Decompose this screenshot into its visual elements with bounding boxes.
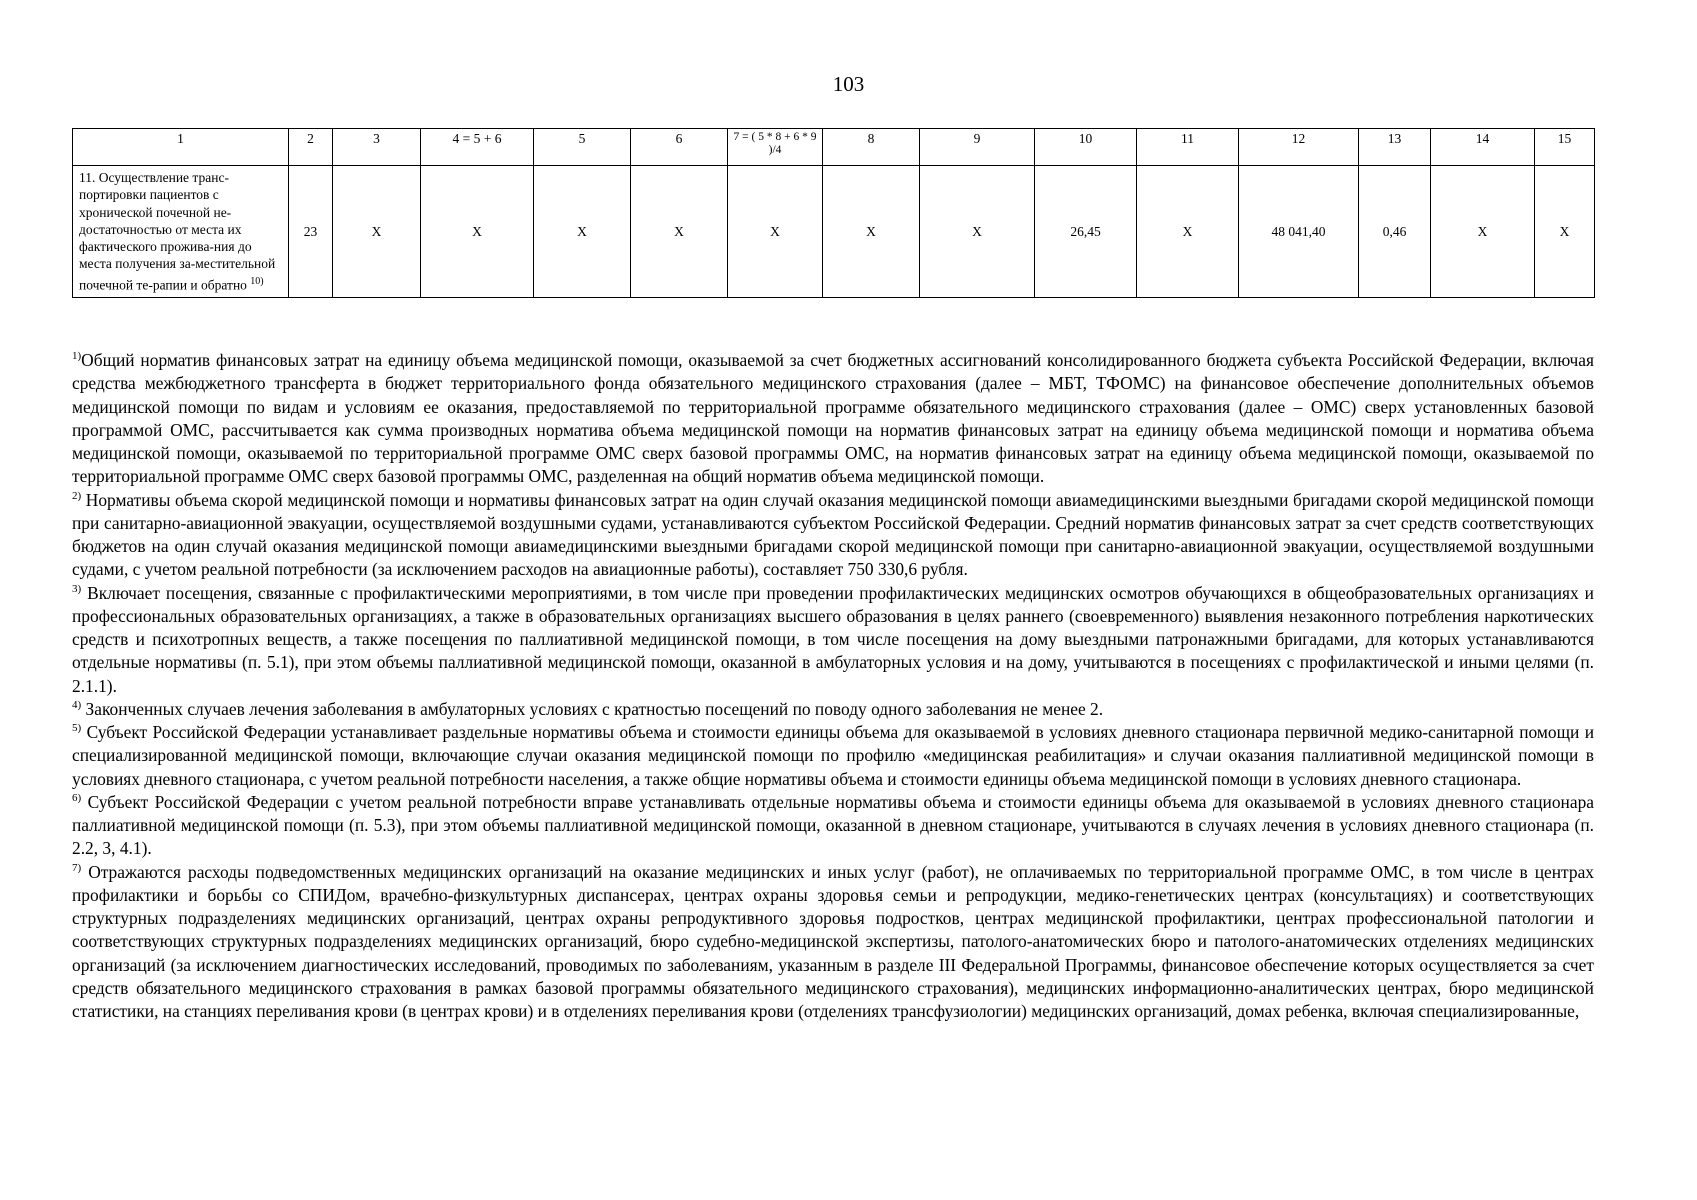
- table-cell: 26,45: [1035, 166, 1137, 298]
- header-cell: 5: [534, 129, 631, 166]
- table-cell: 0,46: [1359, 166, 1431, 298]
- footnote: [72, 489, 1594, 582]
- row-label-cell: [73, 166, 289, 298]
- footnote-mark: 2): [72, 489, 82, 502]
- header-cell: 12: [1239, 129, 1359, 166]
- header-cell: 4 = 5 + 6: [421, 129, 534, 166]
- table-cell: Х: [631, 166, 728, 298]
- footnote-mark: 1): [72, 350, 82, 363]
- footnotes: [72, 349, 1594, 1023]
- footnote-text: Субъект Российской Федерации устанавливает раздельные нормативы объема и стоимости единицы объема для оказываемой в условиях дневного стационара первичной медико-санитарной помощи и специализированной медицинской помощи, включающие случаи оказания медицинской помощи по профилю «медицинская реабилитация» и случаи оказания паллиативной медицинской помощи в условиях дневного стационара, с учетом реальной потребности населения, а также общие нормативы объема и стоимости единицы объема медицинской помощи в условиях дневного стационара.: [72, 722, 1594, 789]
- header-cell: 15: [1535, 129, 1595, 166]
- footnote: [72, 349, 1594, 489]
- header-cell: 7 = ( 5 * 8 + 6 * 9 )/4: [728, 129, 823, 166]
- header-cell: 1: [73, 129, 289, 166]
- footnote-text: Отражаются расходы подведомственных медицинских организаций на оказание медицинских и иных услуг (работ), не оплачиваемых по территориальной программе ОМС, в том числе в центрах профилактики и борьбы со СПИДом, врачебно-физкультурных диспансерах, центрах охраны здоровья семьи и репродукции, медико-генетических центрах (консультациях) и соответствующих структурных подразделениях медицинских организаций, центрах охраны репродуктивного здоровья подростков, центрах медицинской профилактики, центрах профессиональной патологии и соответствующих структурных подразделениях медицинских организаций, бюро судебно-медицинской экспертизы, патолого-анатомических бюро и патолого-анатомических отделениях медицинских организаций (за исключением диагностических исследований, проводимых по заболеваниям, указанным в разделе III Федеральной Программы, финансовое обеспечение которых осуществляется за счет средств обязательного медицинского страхования в рамках базовой программы обязательного медицинского страхования), медицинских информационно-аналитических центрах, бюро медицинской статистики, на станциях переливания крови (в центрах крови) и в отделениях переливания крови (отделениях трансфузиологии) медицинских организаций, домах ребенка, включая специализированные,: [72, 861, 1594, 1021]
- header-cell: 3: [333, 129, 421, 166]
- footnote-mark: 7): [72, 861, 82, 874]
- footnote-mark: 4): [72, 698, 82, 711]
- norms-table: [72, 128, 1595, 298]
- header-cell: 11: [1137, 129, 1239, 166]
- table-cell: Х: [920, 166, 1035, 298]
- header-cell: 6: [631, 129, 728, 166]
- table-cell: Х: [728, 166, 823, 298]
- header-cell: 10: [1035, 129, 1137, 166]
- footnote-text: Субъект Российской Федерации с учетом реальной потребности вправе устанавливать отдельные нормативы объема и стоимости единицы объема для оказываемой в условиях дневного стационара паллиативной медицинской помощи (п. 5.3), при этом объемы паллиативной медицинской помощи, оказанной в дневном стационаре, учитываются в случаях лечения в условиях дневного стационара (п. 2.2, 3, 4.1).: [72, 791, 1594, 859]
- footnote: [72, 698, 1594, 721]
- table-cell: Х: [823, 166, 920, 298]
- table-cell: Х: [1137, 166, 1239, 298]
- footnote: [72, 582, 1594, 698]
- table-cell: 23: [289, 166, 333, 298]
- table-cell: Х: [421, 166, 534, 298]
- footnote-mark: 6): [72, 791, 82, 804]
- table-cell: Х: [1431, 166, 1535, 298]
- header-cell: 9: [920, 129, 1035, 166]
- table-cell: Х: [1535, 166, 1595, 298]
- table-cell: Х: [534, 166, 631, 298]
- header-cell: 8: [823, 129, 920, 166]
- footnote: [72, 721, 1594, 791]
- footnote-text: Включает посещения, связанные с профилактическими мероприятиями, в том числе при проведении профилактических медицинских осмотров обучающихся в общеобразовательных организациях и профессиональных образовательных организациях, а также в образовательных организациях высшего образования в целях раннего (своевременного) выявления незаконного потребления наркотических средств и психотропных веществ, а также посещения по паллиативной медицинской помощи, в том числе посещения на дому выездными патронажными бригадами, для которых устанавливаются отдельные нормативы (п. 5.1), при этом объемы паллиативной медицинской помощи, оказанной в амбулаторных условия и на дому, учитываются в посещениях с профилактической и иными целями (п. 2.1.1).: [72, 582, 1594, 696]
- table-row: [73, 166, 1595, 298]
- row-label: 11. Осуществление транс-портировки пациентов с хронической почечной не-достаточностью от места их фактического прожива-ния до места получения за-местительной почечной те-рапии и обратно: [79, 170, 276, 293]
- footnote: [72, 861, 1594, 1024]
- table-header-row: [73, 129, 1595, 166]
- table-cell: 48 041,40: [1239, 166, 1359, 298]
- table-cell: Х: [333, 166, 421, 298]
- footnote-mark: 5): [72, 722, 82, 735]
- header-cell: 13: [1359, 129, 1431, 166]
- header-cell: 14: [1431, 129, 1535, 166]
- row-label-note: 10): [250, 275, 264, 287]
- page-number: 103: [832, 72, 865, 96]
- footnote-mark: 3): [72, 582, 82, 595]
- footnote-text: Законченных случаев лечения заболевания в амбулаторных условиях с кратностью посещений по поводу одного заболевания не менее 2.: [85, 698, 1104, 719]
- footnote: [72, 791, 1594, 861]
- footnote-text: Общий норматив финансовых затрат на единицу объема медицинской помощи, оказываемой за счет бюджетных ассигнований консолидированного бюджета субъекта Российской Федерации, включая средства межбюджетного трансферта в бюджет территориального фонда обязательного медицинского страхования (далее – МБТ, ТФОМС) на финансовое обеспечение дополнительных объемов медицинской помощи по видам и условиям ее оказания, предоставляемой по территориальной программе обязательного медицинского страхования (далее – ОМС) сверх установленных базовой программой ОМС, рассчитывается как сумма производных норматива объема медицинской помощи на норматив финансовых затрат на единицу объема медицинской помощи и норматива объема медицинской помощи, оказываемой по территориальной программе ОМС сверх базовой программы ОМС, на норматив финансовых затрат на единицу объема медицинской помощи, оказываемой по территориальной программе ОМС сверх базовой программы ОМС, разделенная на общий норматив объема медицинской помощи.: [72, 350, 1594, 487]
- header-cell: 2: [289, 129, 333, 166]
- footnote-text: Нормативы объема скорой медицинской помощи и нормативы финансовых затрат на один случай оказания медицинской помощи авиамедицинскими выездными бригадами скорой медицинской помощи при санитарно-авиационной эвакуации, осуществляемой воздушными судами, устанавливаются субъектом Российской Федерации. Средний норматив финансовых затрат за счет средств соответствующих бюджетов на один случай оказания медицинской помощи авиамедицинскими выездными бригадами скорой медицинской помощи при санитарно-авиационной эвакуации, осуществляемой воздушными судами, с учетом реальной потребности (за исключением расходов на авиационные работы), составляет 750 330,6 рубля.: [72, 489, 1594, 580]
